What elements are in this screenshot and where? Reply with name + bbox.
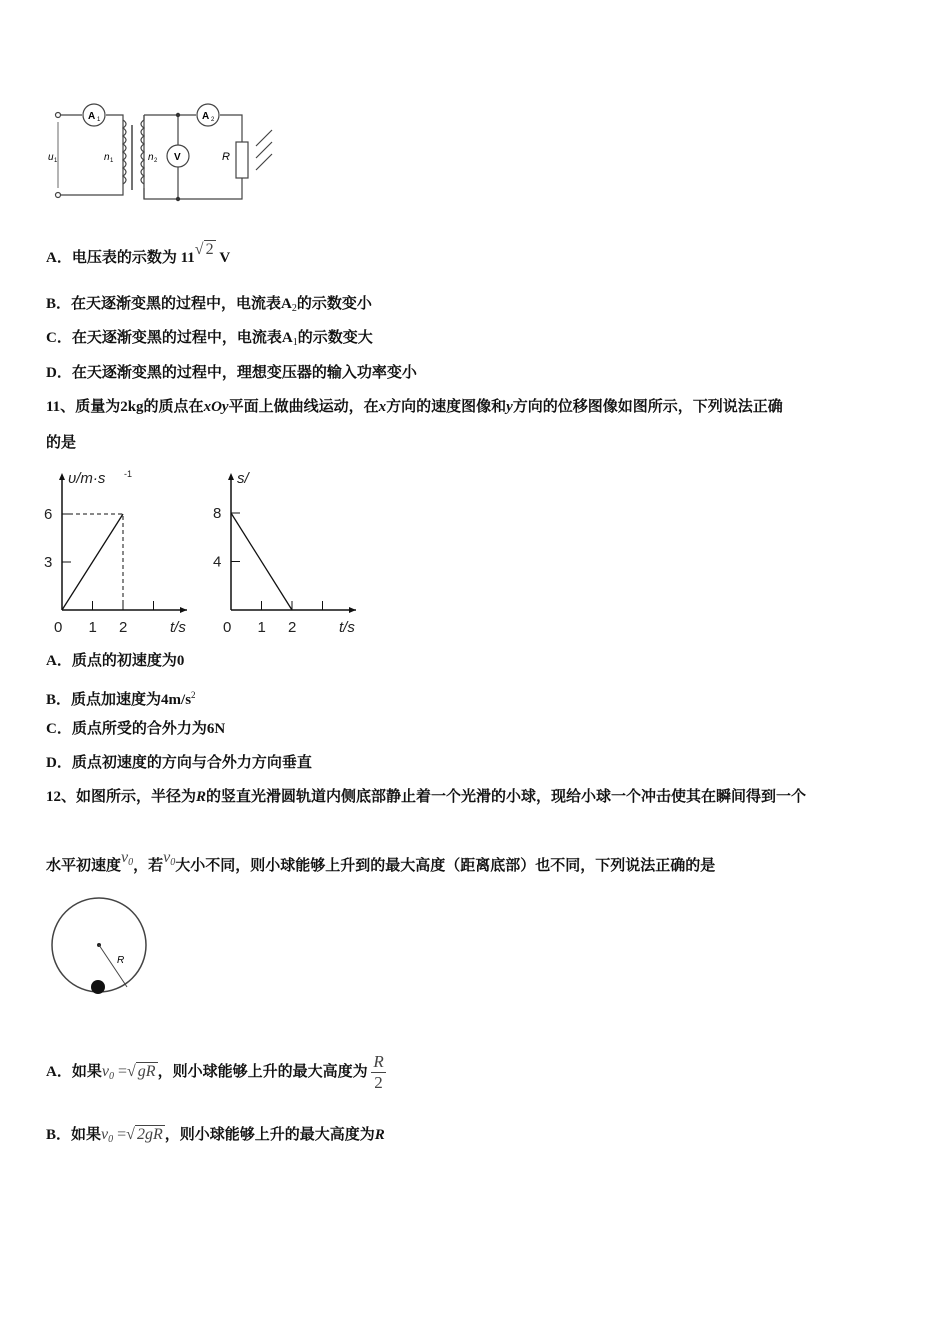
v0-sub: 0 — [128, 857, 134, 868]
ammeter-a2-sub: 2 — [211, 117, 215, 123]
x-tick-label: 0 — [54, 619, 63, 636]
v0-symbol: v — [101, 1126, 109, 1143]
q12-option-b: B．如果$v_0$ =√ 2gR ，则小球能够上升的最大高度为R — [46, 1126, 385, 1145]
option-value: R — [374, 1127, 385, 1143]
option-label: A． — [46, 1063, 72, 1080]
root-value: 2 — [205, 241, 214, 258]
axis-y: y — [506, 399, 513, 415]
n2-label: n — [148, 152, 154, 163]
q10-option-d — [46, 363, 417, 383]
x-arrow — [180, 607, 187, 613]
option-text: 在天逐渐变黑的过程中，电流表 — [71, 330, 282, 346]
x-tick-label: 2 — [288, 619, 297, 636]
mass-value: 2kg — [120, 399, 144, 415]
q12-option-a: A．如果$v_0$ =√ gR ，则小球能够上升的最大高度为 $\frac{R}{2}$ — [46, 1052, 384, 1092]
stem-text: 平面上做曲线运动，在 — [228, 399, 379, 415]
q11-stem-line2: 的是 — [46, 435, 77, 451]
option-text: 如果 — [71, 1063, 102, 1080]
n1-sub: 1 — [110, 158, 114, 164]
option-label: C． — [46, 721, 72, 737]
data-line — [62, 514, 123, 610]
q10-option-b — [46, 294, 372, 319]
n1-label: n — [104, 152, 110, 163]
voltmeter-label: V — [174, 152, 181, 163]
stem-text: 大小不同，则小球能够上升到的最大高度（距离底部）也不同，下列说法正确的是 — [175, 858, 716, 874]
stem-text: 的质点在 — [143, 399, 204, 415]
option-label: B． — [46, 296, 72, 312]
equals: = — [117, 1062, 127, 1080]
option-label: D． — [46, 365, 72, 381]
x-axis-label: t/s — [339, 619, 355, 636]
v0-symbol: v — [101, 1062, 109, 1080]
option-text: 电压表的示数为 — [71, 250, 177, 266]
q11-option-c — [46, 719, 225, 739]
circular-track-diagram — [45, 895, 155, 1000]
option-sup: 2 — [191, 690, 196, 700]
data-line — [231, 513, 292, 610]
stem-text: 方向的位移图像如图所示，下列说法正确 — [512, 399, 783, 415]
question-number: 12、 — [46, 789, 77, 805]
option-value: 6N — [206, 721, 226, 737]
fraction-denominator: 2 — [374, 1073, 383, 1092]
radius-symbol: R — [196, 789, 207, 805]
y-arrow — [59, 473, 65, 480]
v0-sub: 0 — [170, 857, 176, 868]
root-value: 2gR — [136, 1126, 163, 1143]
stem-text: 如图所示，半径为 — [76, 789, 197, 805]
option-tail: 的示数变大 — [297, 330, 373, 346]
stem-text: ，若 — [133, 858, 164, 874]
y-axis-label: υ/m·s — [68, 470, 106, 487]
y-axis-label-sup: -1 — [124, 469, 133, 479]
motion-graphs — [40, 460, 370, 640]
y-tick-label: 4 — [213, 553, 222, 571]
ball — [91, 980, 105, 994]
meter-sub: 1 — [292, 337, 298, 348]
x-arrow — [349, 607, 356, 613]
ammeter-a1-label: A — [88, 111, 96, 122]
radius-label: R — [117, 955, 125, 966]
q10-option-c — [46, 328, 373, 353]
root-value: gR — [137, 1062, 156, 1080]
y-tick-label: 6 — [44, 506, 53, 523]
plane-name: xOy — [203, 399, 229, 415]
meter-name: A — [281, 330, 293, 346]
stem-text: 水平初速度 — [46, 858, 122, 874]
option-label: A． — [46, 653, 72, 669]
v0-sub: 0 — [108, 1070, 114, 1082]
option-label: B． — [46, 1127, 72, 1143]
q12-stem — [46, 787, 806, 807]
fraction-numerator: R — [373, 1052, 384, 1071]
option-unit: V — [219, 250, 231, 266]
q11-option-a — [46, 651, 184, 671]
stem-text: 的竖直光滑圆轨道内侧底部静止着一个光滑的小球，现给小球一个冲击使其在瞬间得到一个 — [206, 789, 807, 805]
y-arrow — [228, 473, 234, 480]
v0-symbol: v — [121, 849, 129, 866]
option-text: 如果 — [71, 1127, 102, 1143]
y-axis-label: s/ — [237, 470, 249, 487]
option-text: 在天逐渐变黑的过程中，电流表 — [71, 296, 282, 312]
option-text: 质点所受的合外力为 — [71, 721, 207, 737]
x-tick-label: 0 — [223, 619, 232, 636]
q11-option-d — [46, 753, 312, 773]
x-tick-label: 1 — [257, 619, 266, 636]
stem-text: 质量为 — [75, 399, 121, 415]
ammeter-a2-label: A — [202, 111, 210, 122]
axis-x: x — [378, 399, 387, 415]
u1-sub: 1 — [54, 158, 58, 164]
transformer-circuit-diagram — [40, 100, 280, 210]
fraction — [371, 1052, 385, 1093]
option-text: 质点加速度为 — [71, 692, 162, 708]
option-value: 4m/s — [161, 692, 192, 708]
meter-name: A — [281, 296, 292, 312]
option-text: 在天逐渐变黑的过程中，理想变压器的输入功率变小 — [71, 365, 417, 381]
option-tail: 的示数变小 — [296, 296, 372, 312]
option-label: C． — [46, 330, 72, 346]
option-text: 质点的初速度为 — [71, 653, 177, 669]
q12-stem-line2 — [46, 848, 715, 876]
option-value: 0 — [176, 653, 185, 669]
stem-text: 方向的速度图像和 — [386, 399, 507, 415]
equals: = — [117, 1126, 127, 1143]
option-tail: ，则小球能够上升的最大高度为 — [164, 1127, 375, 1143]
option-tail: ，则小球能够上升的最大高度为 — [157, 1063, 368, 1080]
meter-sub: 2 — [291, 303, 297, 314]
ammeter-a1-sub: 1 — [97, 117, 101, 123]
q11-stem — [46, 397, 783, 417]
v0-sub: 0 — [108, 1134, 114, 1145]
u1-label: u — [48, 152, 54, 163]
x-axis-label: t/s — [170, 619, 186, 636]
option-label: A． — [46, 250, 72, 266]
n2-sub: 2 — [154, 158, 158, 164]
q11-option-b — [46, 685, 196, 710]
option-label: B． — [46, 692, 72, 708]
v0-symbol: v — [163, 849, 171, 866]
option-number: 11 — [180, 250, 195, 266]
option-text: 质点初速度的方向与合外力方向垂直 — [71, 755, 312, 771]
question-number: 11、 — [46, 399, 76, 415]
x-tick-label: 1 — [88, 619, 97, 636]
y-tick-label: 8 — [213, 505, 222, 522]
resistor-label: R — [222, 151, 230, 163]
y-tick-label: 3 — [44, 554, 53, 571]
q10-option-a: A．电压表的示数为 11√ 2 V — [46, 241, 231, 266]
option-label: D． — [46, 755, 72, 771]
x-tick-label: 2 — [119, 619, 128, 636]
